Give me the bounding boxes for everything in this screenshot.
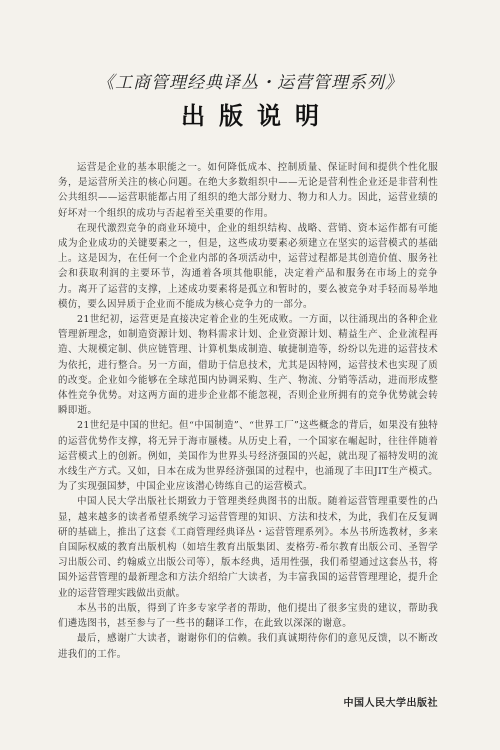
paragraph: 运营是企业的基本职能之一。如何降低成本、控制质量、保证时间和提供个性化服务，是运营所关注的核心问题。在绝大多数组织中——无论是营利性企业还是非营利性公共组织——运营职能都占用了组织的绝大部分财力、物力和人力。因此，运营业绩的好坏对一个组织的成功与否起着至关重要的作用。: [58, 162, 438, 219]
paragraph: 21世纪初，运营更是直接决定着企业的生死成败。一方面，以往涌现出的各种企业管理新理念，如制造资源计划、物料需求计划、企业资源计划、精益生产、企业流程再造、大规模定制、供应链管理、计算机集成制造、敏捷制造等，纷纷以先进的运营技术为依托，进行整合。另一方面，借助于信息技术，尤其是因特网，运营技术也实现了质的改变。企业如今能够在全球范围内协调采购、生产、物流、分销等活动，进而形成整体性竞争优势。对这两方面的进步企业都不能忽视，否则企业所拥有的竞争优势就会转瞬即逝。: [58, 314, 438, 417]
publisher-signature: 中国人民大学出版社: [343, 698, 438, 709]
paragraph: 21世纪是中国的世纪。但“中国制造”、“世界工厂”这些概念的背后，如果没有独特的运营优势作支撑，将无异于海市蜃楼。从历史上看，一个国家在崛起时，往往伴随着运营模式上的创新。例如，美国作为世界头号经济强国的兴起，就出现了福特发明的流水线生产方式。又如，日本在成为世界经济强国的过程中，也涌现了丰田JIT生产模式。为了实现强国梦，中国企业应该潜心铸练自己的运营模式。: [58, 420, 438, 493]
document-title: 出版说明: [181, 102, 333, 130]
paragraph: 最后，感谢广大读者，谢谢你们的信赖。我们真诚期待你们的意见反馈，以不断改进我们的工作。: [58, 633, 438, 660]
series-title: 《工商管理经典译丛・运营管理系列》: [97, 73, 403, 93]
paragraph: 本丛书的出版，得到了许多专家学者的帮助，他们提出了很多宝贵的建议，帮助我们遴选图书，甚至参与了一些书的翻译工作，在此致以深深的谢意。: [58, 602, 438, 630]
paragraph: 在现代激烈竞争的商业环境中，企业的组织结构、战略、营销、资本运作都有可能成为企业成功的关键要素之一，但是，这些成功要素必须建立在坚实的运营模式的基础上。这是因为，在任何一个企业内部的各项活动中，运营过程都是其创造价值、服务社会和获取利润的主要环节，沟通着各项其他职能，决定着产品和服务在市场上的竞争力。离开了运营的支撑，上述成功要素将是孤立和暂时的，要么被竞争对手轻而易举地模仿，要么因异质于企业而不能成为核心竞争力的一部分。: [58, 222, 438, 310]
body-text: [58, 160, 438, 662]
paragraph: 中国人民大学出版社长期致力于管理类经典图书的出版。随着运营管理重要性的凸显，越来越多的读者希望系统学习运营管理的知识、方法和技术，为此，我们在反复调研的基础上，推出了这套《工商管理经典译丛・运营管理系列》。本丛书所选教材，多来自国际权威的教育出版机构（如培生教育出版集团、麦格劳-希尔教育出版公司、圣智学习出版公司、约翰威立出版公司等），版本经典，适用性强，我们希望通过这套丛书，将国外运营管理的最新理念和方法介绍给广大读者，为丰富我国的运营管理理论，提升企业的运营管理实践做出贡献。: [58, 496, 438, 599]
